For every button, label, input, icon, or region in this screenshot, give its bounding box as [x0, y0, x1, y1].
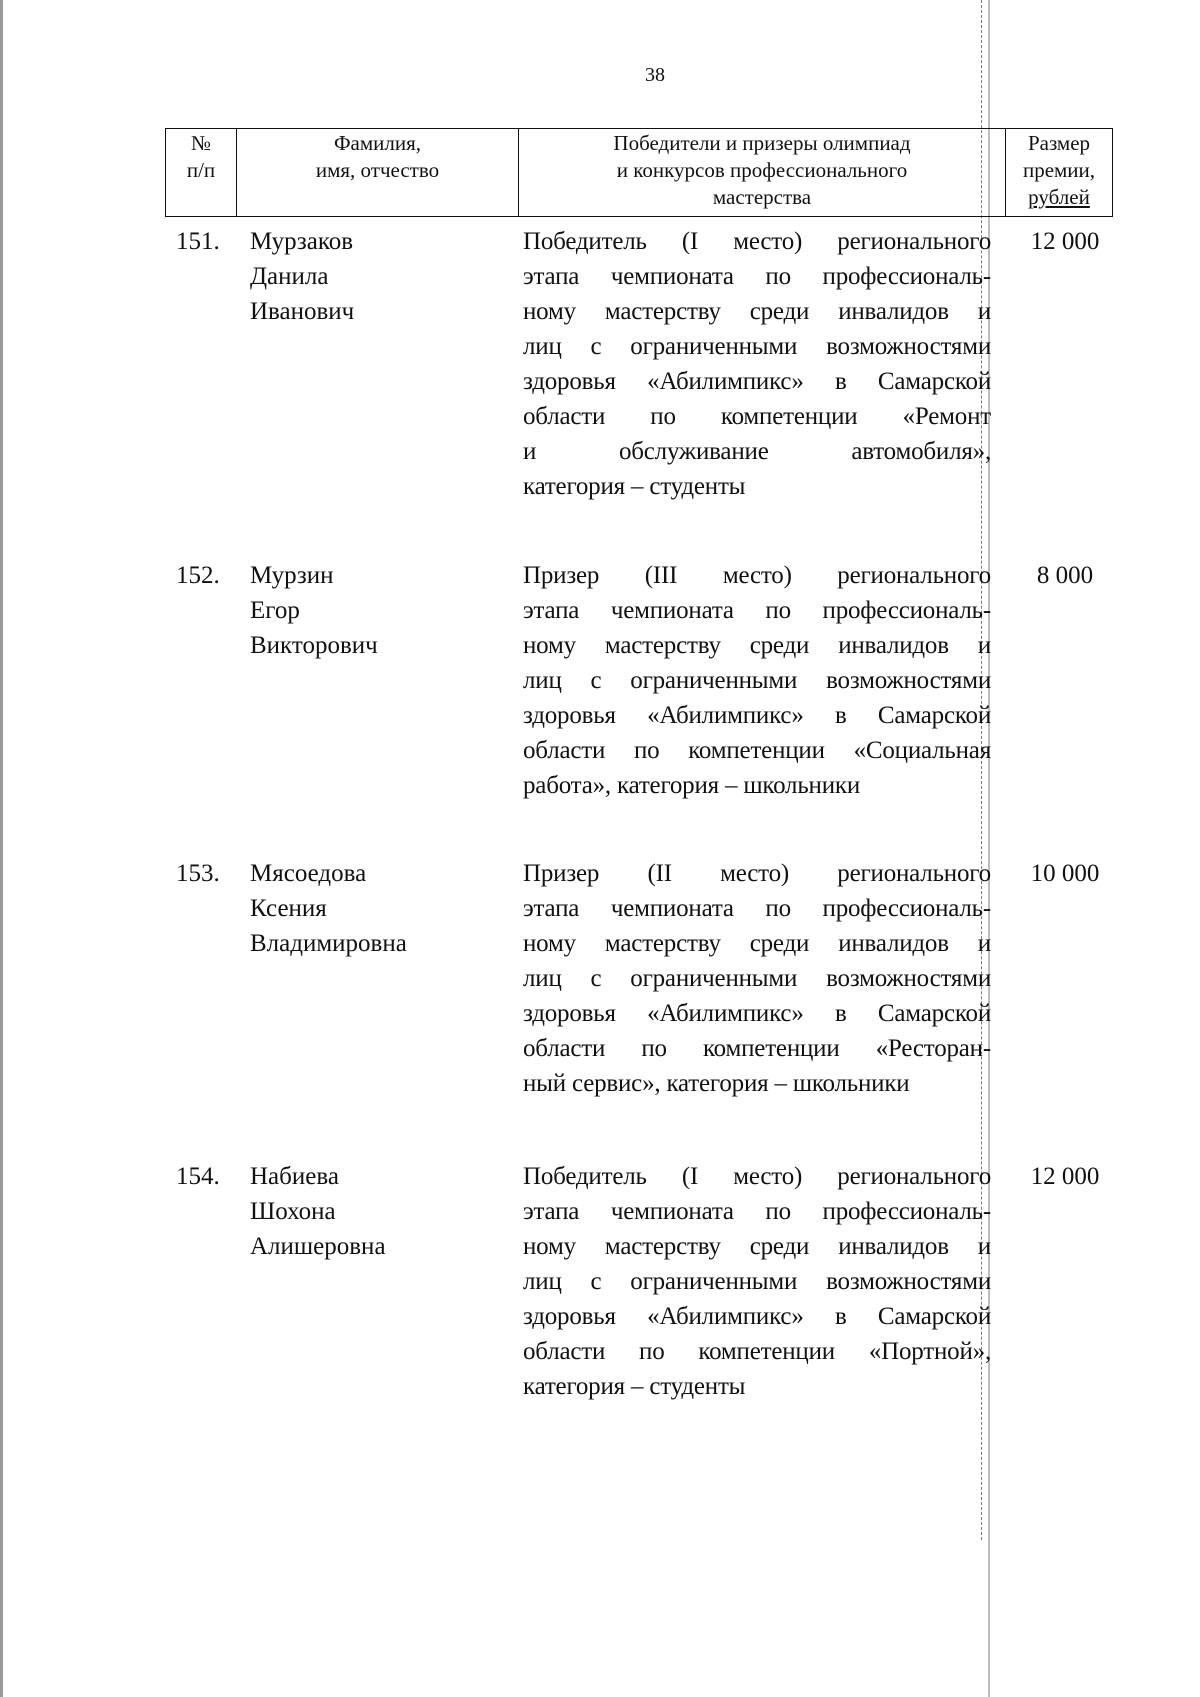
- first-name: Шохона: [250, 1198, 336, 1225]
- row-number: 152.: [176, 562, 220, 589]
- description-line: работа», категория – школьники: [523, 772, 861, 799]
- patronymic: Викторович: [250, 632, 378, 659]
- row-number: 151.: [176, 228, 220, 255]
- description-line: этапа чемпионата по профессиональ-: [523, 597, 991, 624]
- person-name: [250, 558, 500, 663]
- first-name: Ксения: [250, 895, 327, 922]
- prize-amount: 8 000: [1036, 562, 1094, 589]
- surname: Мясоедова: [250, 860, 367, 887]
- description-line: области по компетенции «Ремонт: [523, 403, 991, 430]
- first-name: Данила: [250, 263, 329, 290]
- header-col-achievement: [519, 129, 1006, 216]
- header-col-achievement-line3: мастерства: [712, 185, 812, 209]
- header-col-name-line1: Фамилия,: [333, 131, 422, 155]
- first-name: Егор: [250, 597, 300, 624]
- description-line: категория – студенты: [523, 1373, 746, 1400]
- patronymic: Алишеровна: [250, 1233, 386, 1260]
- description-line: этапа чемпионата по профессиональ-: [523, 263, 991, 290]
- description-line: категория – студенты: [523, 473, 746, 500]
- description-line: области по компетенции «Ресторан-: [523, 1035, 991, 1062]
- description-line: лиц с ограниченными возможностями: [523, 333, 991, 360]
- header-col-number: [166, 129, 237, 216]
- surname: Мурзин: [250, 562, 334, 589]
- description-line: Победитель (I место) регионального: [523, 228, 991, 255]
- header-col-amount: [1006, 129, 1112, 216]
- person-name: [250, 1159, 500, 1264]
- header-col-amount-line2: премии,: [1022, 158, 1096, 182]
- description-line: здоровья «Абилимпикс» в Самарской: [523, 702, 991, 729]
- header-col-achievement-line1: Победители и призеры олимпиад: [613, 131, 911, 155]
- achievement-description: [523, 856, 991, 1101]
- table-header: [165, 128, 1113, 217]
- patronymic: Иванович: [250, 298, 355, 325]
- surname: Мурзаков: [250, 228, 354, 255]
- header-col-number-line1: №: [190, 131, 212, 155]
- description-line: этапа чемпионата по профессиональ-: [523, 895, 991, 922]
- patronymic: Владимировна: [250, 930, 407, 957]
- description-line: лиц с ограниченными возможностями: [523, 667, 991, 694]
- header-col-name-line2: имя, отчество: [315, 158, 440, 182]
- surname: Набиева: [250, 1163, 339, 1190]
- description-line: ному мастерству среди инвалидов и: [523, 298, 991, 325]
- description-line: и обслуживание автомобиля»,: [523, 438, 991, 465]
- header-col-amount-line3: рублей: [1028, 185, 1090, 209]
- header-col-amount-line1: Размер: [1027, 131, 1091, 155]
- page-number: 38: [645, 64, 665, 86]
- description-line: области по компетенции «Социальная: [523, 737, 991, 764]
- achievement-description: [523, 558, 991, 803]
- achievement-description: [523, 1159, 991, 1404]
- header-col-number-line2: п/п: [186, 158, 216, 182]
- person-name: [250, 224, 500, 329]
- description-line: здоровья «Абилимпикс» в Самарской: [523, 368, 991, 395]
- description-line: здоровья «Абилимпикс» в Самарской: [523, 1303, 991, 1330]
- description-line: ному мастерству среди инвалидов и: [523, 632, 991, 659]
- description-line: Призер (III место) регионального: [523, 562, 991, 589]
- prize-amount: 10 000: [1030, 860, 1100, 887]
- description-line: области по компетенции «Портной»,: [523, 1338, 991, 1365]
- header-col-achievement-line2: и конкурсов профессионального: [616, 158, 908, 182]
- description-line: лиц с ограниченными возможностями: [523, 1268, 991, 1295]
- row-number: 153.: [176, 860, 220, 887]
- prize-amount: 12 000: [1030, 228, 1100, 255]
- prize-amount: 12 000: [1030, 1163, 1100, 1190]
- person-name: [250, 856, 500, 961]
- description-line: этапа чемпионата по профессиональ-: [523, 1198, 991, 1225]
- header-col-name: [237, 129, 519, 216]
- description-line: здоровья «Абилимпикс» в Самарской: [523, 1000, 991, 1027]
- description-line: ный сервис», категория – школьники: [523, 1070, 910, 1097]
- description-line: ному мастерству среди инвалидов и: [523, 1233, 991, 1260]
- achievement-description: [523, 224, 991, 504]
- description-line: ному мастерству среди инвалидов и: [523, 930, 991, 957]
- description-line: лиц с ограниченными возможностями: [523, 965, 991, 992]
- row-number: 154.: [176, 1163, 220, 1190]
- scan-edge-left: [0, 0, 3, 1697]
- description-line: Победитель (I место) регионального: [523, 1163, 991, 1190]
- description-line: Призер (II место) регионального: [523, 860, 991, 887]
